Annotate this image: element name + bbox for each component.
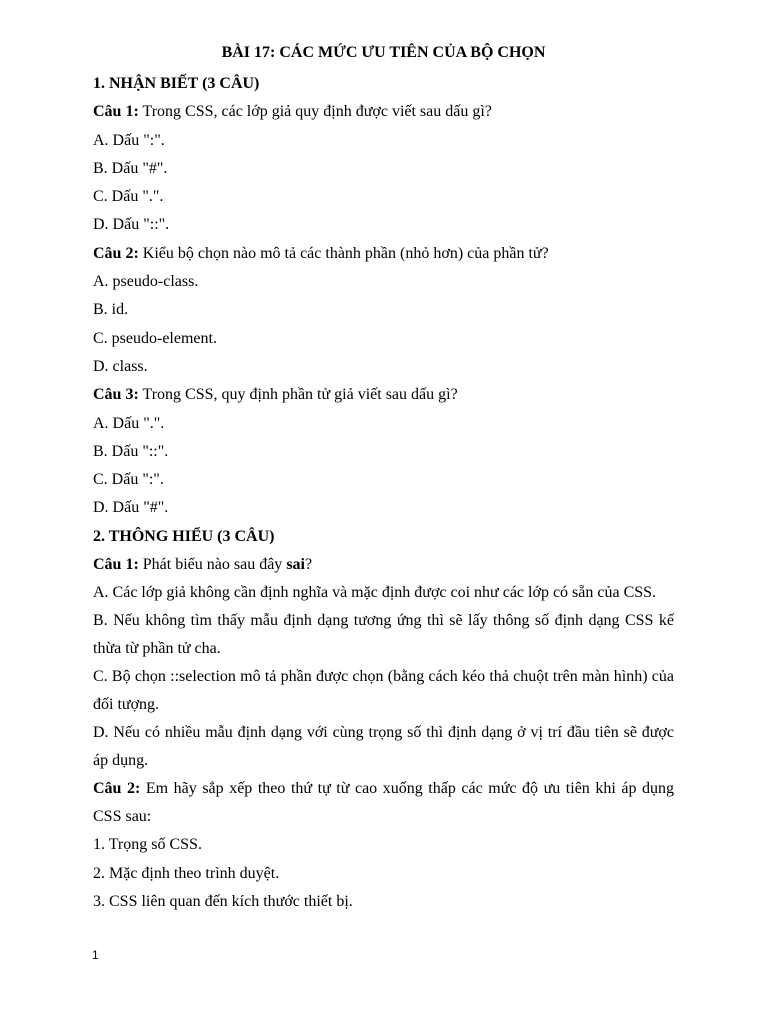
option-1-2-d: D. class. <box>93 357 148 375</box>
question-label: Câu 3: <box>93 386 139 404</box>
question-1-3 <box>93 381 674 409</box>
question-1-2 <box>93 240 674 268</box>
question-label: Câu 2: <box>93 780 141 798</box>
option-1-3-d: D. Dấu "#". <box>93 499 169 517</box>
question-text: Trong CSS, các lớp giả quy định được viết sau dấu gì? <box>138 103 492 121</box>
section-heading-comprehension: 2. THÔNG HIỂU (3 CÂU) <box>93 527 275 545</box>
option-1-1-b: B. Dấu "#". <box>93 159 168 177</box>
option-1-1-d: D. Dấu "::". <box>93 216 170 234</box>
order-item-3: 3. CSS liên quan đến kích thước thiết bị. <box>93 892 353 910</box>
option-2-1-c: C. Bộ chọn ::selection mô tả phần được chọn (bằng cách kéo thả chuột trên màn hình) của đối tượng. <box>93 668 674 714</box>
question-text: Em hãy sắp xếp theo thứ tự từ cao xuống thấp các mức độ ưu tiên khi áp dụng CSS sau: <box>93 780 675 826</box>
question-label: Câu 1: <box>93 103 139 121</box>
option-2-1-a: A. Các lớp giả không cần định nghĩa và mặc định được coi như các lớp có sẵn của CSS. <box>93 584 657 602</box>
question-label: Câu 1: <box>93 556 139 574</box>
question-label: Câu 2: <box>93 244 139 262</box>
question-1-1 <box>93 98 674 126</box>
question-2-2 <box>93 775 674 831</box>
question-emphasis: sai <box>286 556 305 574</box>
order-item-1: 1. Trọng số CSS. <box>93 836 202 854</box>
option-1-2-c: C. pseudo-element. <box>93 329 217 347</box>
order-item-2: 2. Mặc định theo trình duyệt. <box>93 864 280 882</box>
question-text: Phát biểu nào sau đây <box>138 556 287 574</box>
section-heading-recognition: 1. NHẬN BIẾT (3 CÂU) <box>93 75 260 92</box>
question-text: Kiểu bộ chọn nào mô tả các thành phần (nhỏ hơn) của phần tử? <box>138 244 549 262</box>
page-number: 1 <box>92 948 99 962</box>
question-text: Trong CSS, quy định phần tử giả viết sau dấu gì? <box>138 386 458 404</box>
option-2-1-d: D. Nếu có nhiều mẫu định dạng với cùng trọng số thì định dạng ở vị trí đầu tiên sẽ được áp dụng. <box>93 724 674 770</box>
option-1-2-a: A. pseudo-class. <box>93 273 199 291</box>
question-2-1 <box>93 551 674 579</box>
document-title: BÀI 17: CÁC MỨC ƯU TIÊN CỦA BỘ CHỌN <box>221 44 546 61</box>
option-1-2-b: B. id. <box>93 301 129 319</box>
option-1-3-b: B. Dấu "::". <box>93 442 169 460</box>
option-1-3-a: A. Dấu ".". <box>93 414 165 432</box>
option-1-1-c: C. Dấu ".". <box>93 188 164 206</box>
document-content <box>93 42 674 916</box>
option-1-3-c: C. Dấu ":". <box>93 471 164 489</box>
option-2-1-b: B. Nếu không tìm thấy mẫu định dạng tương ứng thì sẽ lấy thông số định dạng CSS kế thừa từ phần tử cha. <box>93 612 674 658</box>
option-1-1-a: A. Dấu ":". <box>93 131 165 149</box>
question-text-end: ? <box>304 556 313 574</box>
